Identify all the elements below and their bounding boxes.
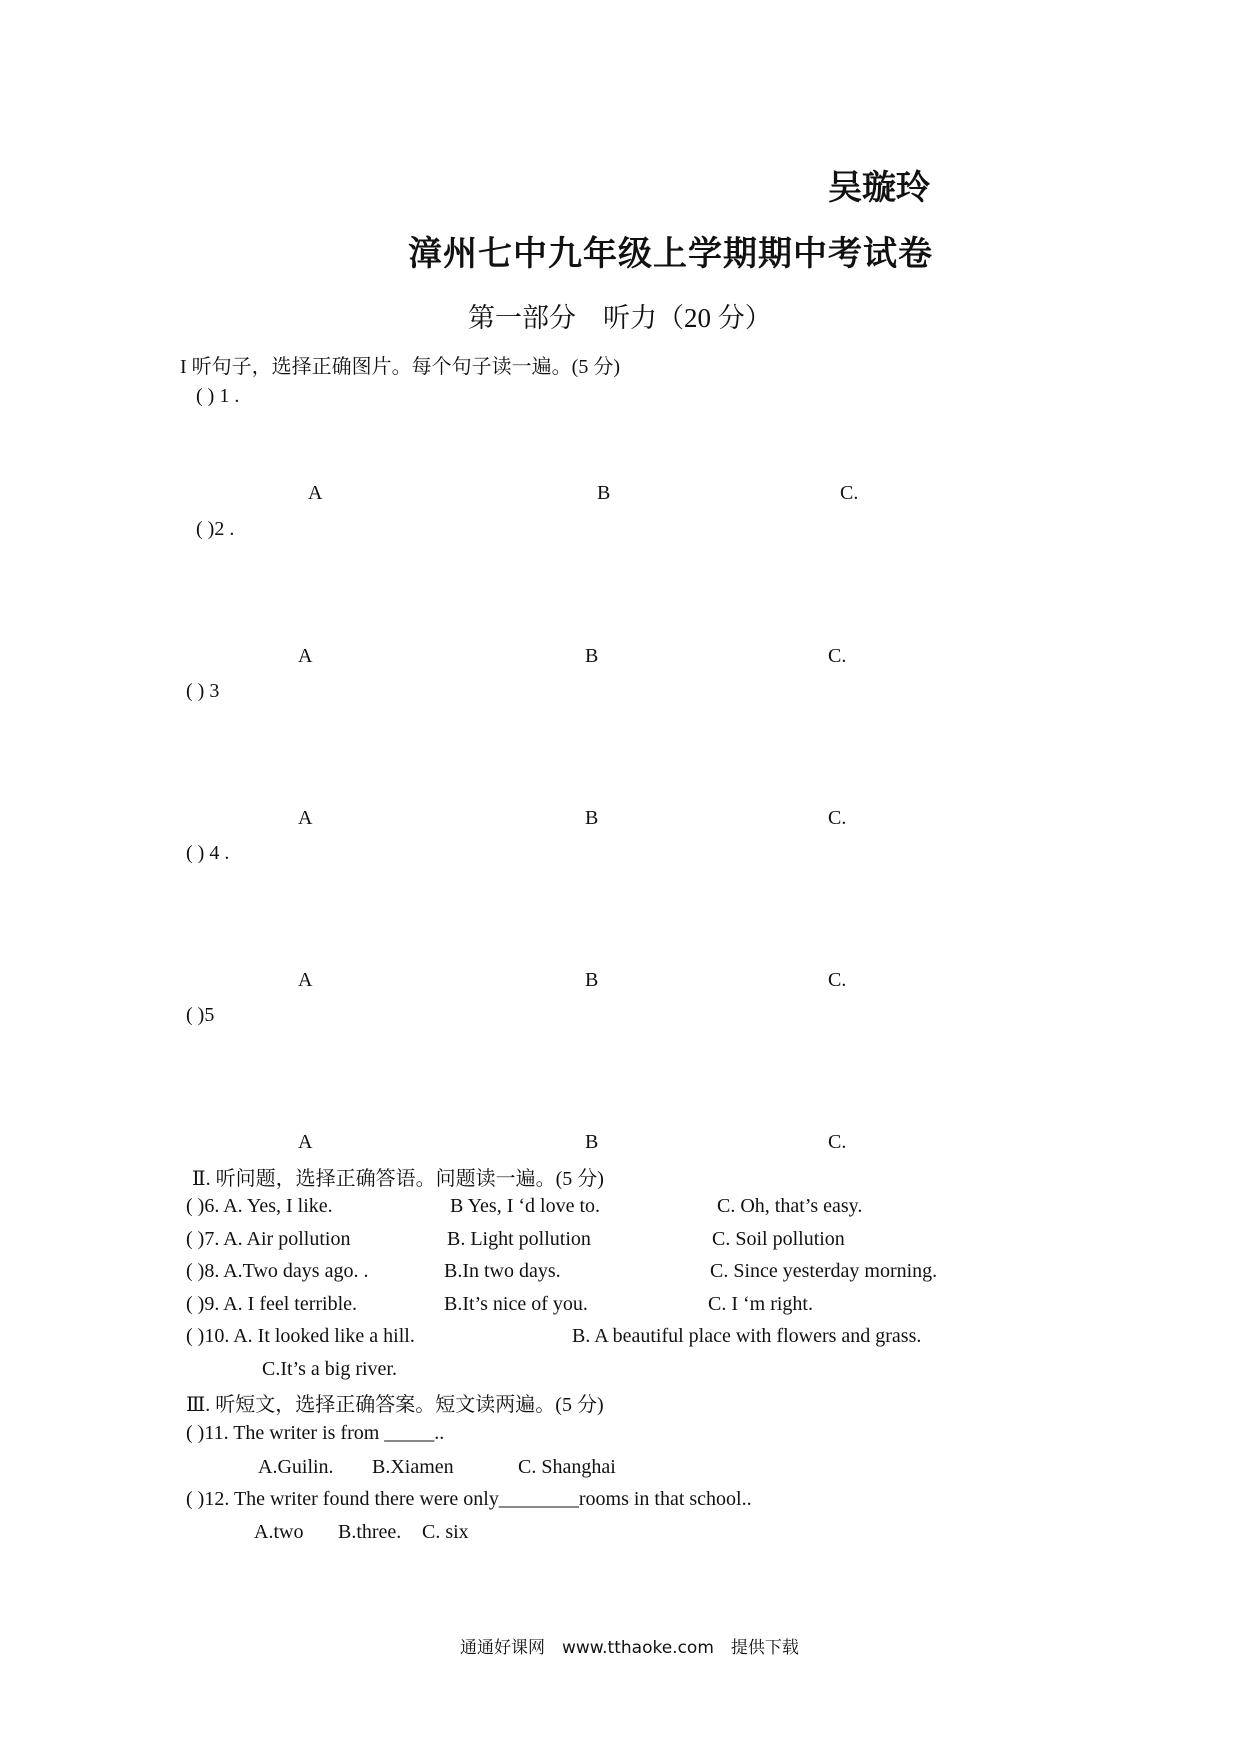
question-3: ( ) 3 (186, 680, 220, 702)
question-7-option-c: C. Soil pollution (712, 1228, 845, 1250)
part-title: 第一部分 听力（20 分） (468, 303, 772, 333)
question-11-option-a: A.Guilin. (258, 1456, 334, 1478)
option-label-a: A (298, 807, 313, 829)
question-10-option-c: C.It’s a big river. (262, 1358, 397, 1380)
section-3-heading: Ⅲ. 听短文，选择正确答案。短文读两遍。(5 分) (186, 1394, 604, 1416)
question-11: ( )11. The writer is from _____.. (186, 1422, 445, 1444)
question-6-option-b: B Yes, I ‘d love to. (450, 1195, 601, 1217)
option-label-a: A (308, 482, 323, 504)
option-label-a: A (298, 969, 313, 991)
question-11-option-b: B.Xiamen (372, 1456, 454, 1478)
section-2-heading: Ⅱ. 听问题，选择正确答语。问题读一遍。(5 分) (192, 1168, 604, 1190)
question-6-option-c: C. Oh, that’s easy. (717, 1195, 863, 1217)
footer-credit: 通通好课网 www.tthaoke.com 提供下载 (460, 1638, 799, 1658)
option-label-c: C. (828, 807, 847, 829)
option-label-a: A (298, 645, 313, 667)
option-label-c: C. (840, 482, 859, 504)
option-label-c: C. (828, 969, 847, 991)
question-11-option-c: C. Shanghai (518, 1456, 616, 1478)
option-label-a: A (298, 1131, 313, 1153)
question-2: ( )2 . (196, 518, 235, 540)
question-10: ( )10. A. It looked like a hill. (186, 1325, 415, 1347)
author-name: 吴璇玲 (828, 170, 930, 207)
question-10-option-b: B. A beautiful place with flowers and grass. (572, 1325, 922, 1347)
section-1-heading: I 听句子，选择正确图片。每个句子读一遍。(5 分) (180, 356, 620, 378)
question-12-option-b: B.three. (338, 1521, 402, 1543)
question-4: ( ) 4 . (186, 842, 230, 864)
question-9: ( )9. A. I feel terrible. (186, 1293, 358, 1315)
option-label-b: B (585, 807, 599, 829)
question-1: ( ) 1 . (196, 385, 240, 407)
question-5: ( )5 (186, 1004, 215, 1026)
question-8: ( )8. A.Two days ago. . (186, 1260, 369, 1282)
question-12-option-a: A.two (254, 1521, 304, 1543)
option-label-b: B (585, 645, 599, 667)
option-label-c: C. (828, 1131, 847, 1153)
question-8-option-c: C. Since yesterday morning. (710, 1260, 938, 1282)
question-9-option-b: B.It’s nice of you. (444, 1293, 588, 1315)
option-label-c: C. (828, 645, 847, 667)
option-label-b: B (597, 482, 611, 504)
question-12: ( )12. The writer found there were only________rooms in that school.. (186, 1488, 752, 1510)
question-6: ( )6. A. Yes, I like. (186, 1195, 333, 1217)
question-8-option-b: B.In two days. (444, 1260, 561, 1282)
option-label-b: B (585, 969, 599, 991)
question-12-option-c: C. six (422, 1521, 469, 1543)
page-title: 漳州七中九年级上学期期中考试卷 (408, 236, 933, 273)
option-label-b: B (585, 1131, 599, 1153)
question-7-option-b: B. Light pollution (447, 1228, 591, 1250)
question-9-option-c: C. I ‘m right. (708, 1293, 813, 1315)
question-7: ( )7. A. Air pollution (186, 1228, 351, 1250)
